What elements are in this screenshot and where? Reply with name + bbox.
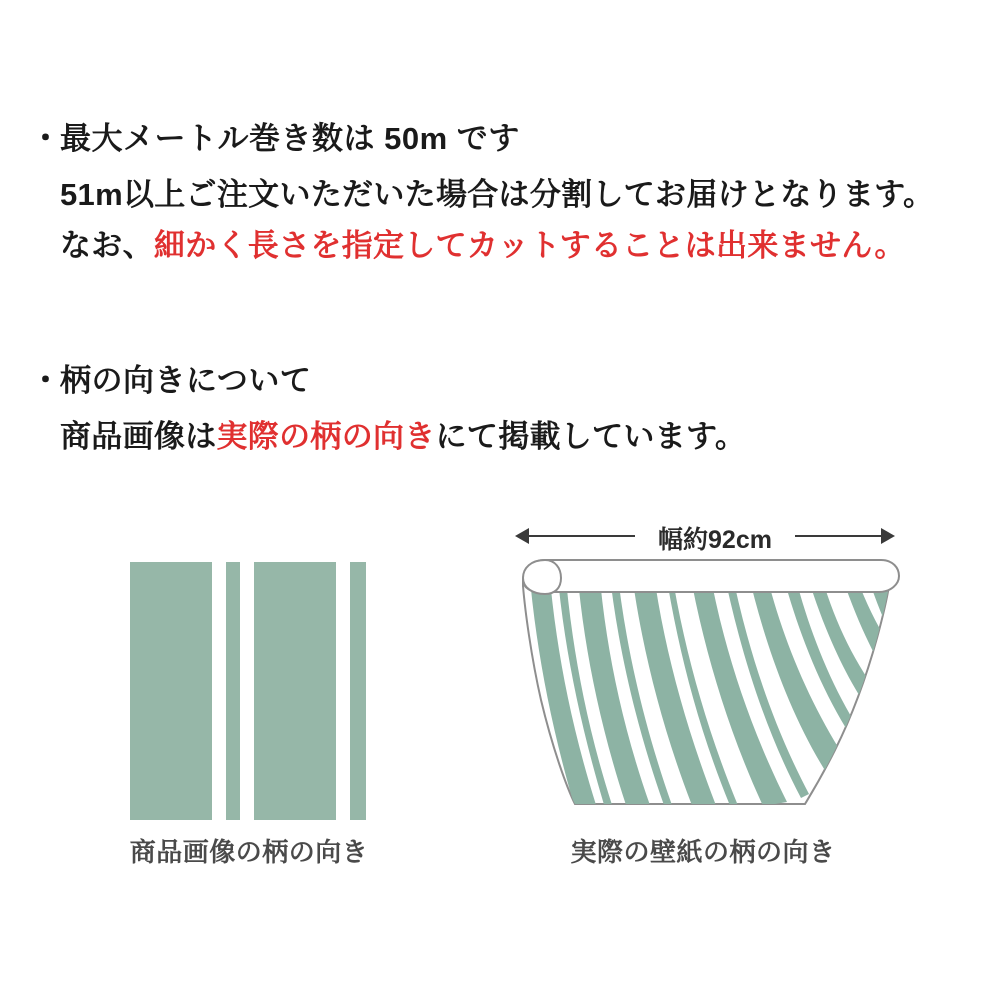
roll-tube-edge <box>523 560 899 592</box>
width-dimension-arrow <box>515 520 895 552</box>
left-figure-caption: 商品画像の柄の向き <box>129 837 369 867</box>
note2-line-1 <box>60 415 970 460</box>
swatch-stripe <box>130 562 212 820</box>
swatch-stripe <box>226 562 240 820</box>
width-label: 幅約92cm <box>635 520 795 556</box>
swatch-stripe <box>254 562 336 820</box>
note2-line-1-text-b: 実際の柄の向き <box>216 418 436 454</box>
bullet-icon: ・ <box>30 363 62 398</box>
note-heading: 最大メートル巻き数は 50m です <box>60 121 520 156</box>
arrow-head-right-icon <box>881 528 895 544</box>
note-pattern-direction <box>30 362 970 460</box>
product-image-swatch <box>130 562 366 820</box>
note2-line-1-text-c: にて掲載しています。 <box>435 418 747 454</box>
note2-heading: 柄の向きについて <box>60 363 312 398</box>
figures-row <box>0 500 1000 900</box>
actual-wallpaper-figure <box>505 500 905 840</box>
roll-tube-cap <box>523 560 561 594</box>
note2-line-1-text-a: 商品画像は <box>60 418 217 454</box>
wallpaper-roll-illustration <box>505 550 905 815</box>
arrow-head-left-icon <box>515 528 529 544</box>
note-line-1-text: 51m以上ご注文いただいた場合は分割してお届けとなります。 <box>60 176 935 212</box>
note2-heading-row <box>30 362 970 401</box>
note-line-2-text-a: なお、 <box>60 227 154 263</box>
bullet-icon: ・ <box>30 121 62 156</box>
note-max-length <box>30 120 970 269</box>
note-heading-row <box>30 120 970 159</box>
note-line-2-text-b: 細かく長さを指定してカットすることは出来ません。 <box>153 227 906 263</box>
right-figure-caption: 実際の壁紙の柄の向き <box>570 837 836 867</box>
note-line-1 <box>60 173 970 218</box>
note-line-2 <box>60 224 970 269</box>
swatch-stripe <box>350 562 366 820</box>
